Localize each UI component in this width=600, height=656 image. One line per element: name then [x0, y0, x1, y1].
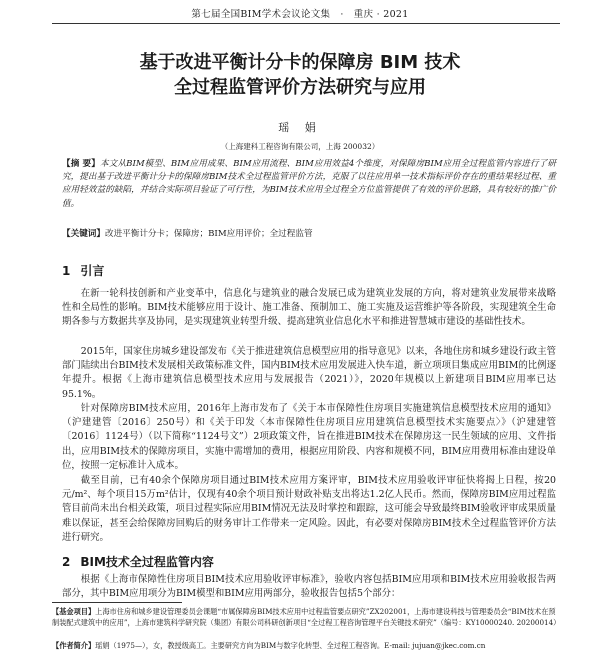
fund-text: 上海市住房和城乡建设管理委员会课题“市属保障房BIM技术应用中过程监管要点研究”ZX202001，上海市建设科技与管理委员会“BIM技术在预制装配式建筑中的应用”，上海市建筑科学研究院（集团）有限公司科研创新项目“全过程工程咨询管理平台关键技术研究”（编号：KY10000240. 20200014） [52, 607, 561, 627]
section-2-heading [62, 553, 214, 570]
section-1-number: 1 [62, 264, 71, 278]
footnote-rule [52, 602, 182, 603]
section-1-title: 引言 [80, 264, 105, 278]
paragraph: 根据《上海市保障性住房项目BIM技术应用验收评审标准》，验收内容包括BIM应用项和BIM技术应用验收报告两部分，其中BIM应用项分为BIM模型和BIM应用两部分，验收报告包括5个部分： [62, 574, 556, 600]
paper-title [40, 50, 560, 100]
paragraph: 截至目前，已有40余个保障房项目通过BIM技术应用方案评审，BIM技术应用验收评审征快将揭上日程，按20元/m²、每个项目15万m²估计，仅现有40余个项目预计财政补贴支出将达1.2亿人民币。然而，保障房BIM应用过程监管目前尚未出台相关政策，项目过程实际应用BIM情况无法及时掌控和跟踪，这可能会导致最终BIM验收评审成果质量难以保证，甚至会给保障房回购后的财务审计工作带来一定风险。因此，有必要对保障房BIM技术全过程监管评价方法进行研究。 [62, 475, 556, 543]
section-2-title: BIM技术全过程监管内容 [80, 555, 214, 569]
paragraph: 在新一轮科技创新和产业变革中，信息化与建筑业的融合发展已成为建筑业发展的方向，将对建筑业发展带来战略性和全局性的影响。BIM技术能够应用于设计、施工准备、预制加工、施工实施及运营维护等各阶段，实现建筑全生命期各参与方数据共享及协同，是实现建筑业转型升级、提高建筑业信息化水平和推进智慧城市建设的基础性技术。 [62, 288, 556, 328]
keywords-text: 改进平衡计分卡；保障房；BIM应用评价；全过程监管 [104, 229, 313, 239]
keywords [62, 228, 556, 241]
author-footnote [52, 640, 560, 651]
abstract-label: 【摘 要】 [62, 159, 100, 169]
keywords-label: 【关键词】 [62, 229, 105, 239]
section-1-heading [62, 262, 104, 279]
author-name: 瑶 娟 [278, 121, 322, 134]
collection-title: 第七届全国BIM学术会议论文集 [191, 9, 331, 20]
abstract-text: 本文从BIM模型、BIM应用成果、BIM应用流程、BIM应用效益4个维度，对保障房BIM应用全过程监管内容进行了研究，提出基于改进平衡计分卡的保障房BIM技术全过程监管评价方法，克服了以往应用单一技术指标评价存在的重结果轻过程、重应用轻效益的缺陷，并结合实际项目验证了可行性，为BIM技术应用全过程全方位监管提供了有效的评价思路，具有较好的推广价值。 [62, 159, 556, 209]
fund-footnote [52, 606, 560, 628]
paragraph: 2015年，国家住房城乡建设部发布《关于推进建筑信息模型应用的指导意见》以来，各地住房和城乡建设行政主管部门陆续出台BIM技术发展相关政策标准文件，国内BIM技术应用发展进入快车道，新立项项目集成应用BIM的比例逐年提升。根据《上海市建筑信息模型技术应用与发展报告（2021）》，2020年规模以上新建项目BIM应用率已达95.1%。 [62, 346, 556, 400]
fund-label: 【基金项目】 [52, 607, 96, 616]
author-bio-text: 瑶娟（1975—），女，教授级高工。主要研究方向为BIM与数字化转型、全过程工程咨询。E-mail: jujuan@jkec.com.cn [95, 641, 486, 650]
section-2-number: 2 [62, 555, 71, 569]
conference-location: 重庆 · 2021 [353, 9, 409, 20]
abstract [62, 158, 556, 211]
paragraph: 针对保障房BIM技术应用，2016年上海市发布了《关于本市保障性住房项目实施建筑信息模型技术应用的通知》（沪建建管〔2016〕250号）和《关于印发〈本市保障性住房项目应用建筑信息模型技术实施要点〉》（沪建建管〔2016〕1124号）（以下简称“1124号文”）2项政策文件，旨在推进BIM技术在保障房这一民生领域的应用、文件指出，应用BIM技术的保障房项目，实施中需增加的费用，根据应用阶段、内容和规模不同，BIM应用费用标准由建设单位，按照一定标准计入成本。 [62, 403, 556, 471]
header-rule [52, 23, 560, 24]
title-line-1: 基于改进平衡计分卡的保障房 BIM 技术 [139, 52, 461, 73]
author-bio-label: 【作者简介】 [52, 641, 96, 650]
running-header: 第七届全国BIM学术会议论文集 · 重庆 · 2021 [191, 9, 409, 20]
affiliation: （上海建科工程咨询有限公司，上海 200032） [220, 142, 380, 151]
title-line-2: 全过程监管评价方法研究与应用 [174, 77, 426, 98]
